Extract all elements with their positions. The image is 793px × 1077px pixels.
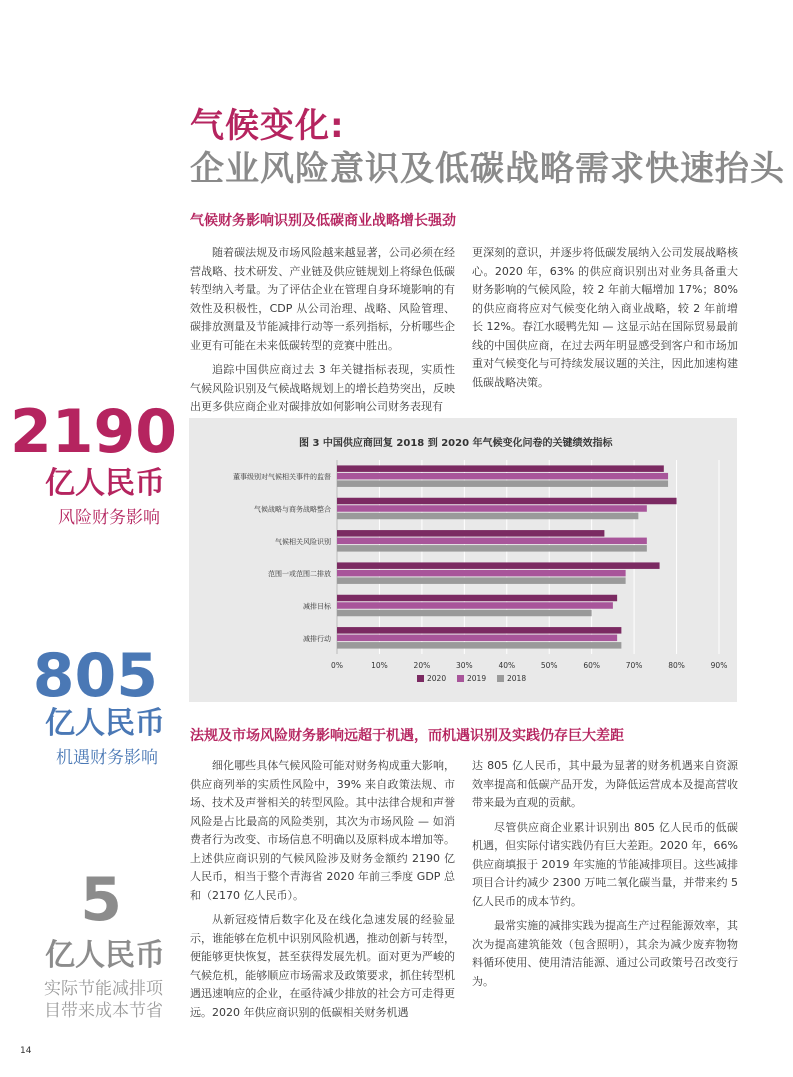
section2-heading: 法规及市场风险财务影响远超于机遇，而机遇识别及实践仍存巨大差距: [190, 728, 624, 744]
x-tick-label: 60%: [583, 661, 601, 670]
paragraph: 追踪中国供应商过去 3 年关键指标表现，实质性气候风险识别及气候战略规划上的增长趋势突出，反映出更多供应商企业对碳排放如何影响公司财务表现有: [190, 363, 455, 413]
section1-col2: [472, 244, 738, 398]
stat-description: 机遇财务影响: [56, 748, 158, 768]
x-tick-label: 90%: [710, 661, 728, 670]
bar: [337, 480, 668, 487]
bar: [337, 465, 664, 472]
stat-number: 5: [80, 865, 122, 935]
legend-label: 2019: [467, 674, 487, 683]
bar: [337, 498, 677, 505]
bar: [337, 570, 626, 577]
section1-col1: [190, 244, 455, 423]
stat-number: 805: [32, 641, 158, 711]
bar: [337, 538, 647, 545]
stat-unit: 亿人民币: [45, 938, 165, 973]
figure-chart: [189, 418, 737, 702]
x-tick-label: 40%: [498, 661, 516, 670]
paragraph: 细化哪些具体气候风险可能对财务构成重大影响，供应商列举的实质性风险中，39% 来自政策法规、市场、技术及声誉相关的转型风险。其中法律合规和声誉风险是占比最高的风险类别，其次为市场风险 — 如消费者行为改变、市场信息不明确以及原料成本增加等。上述供应商识别的气候风险涉及财务金额约 2190 亿人民币，相当于整个青海省 2020 年前三季度 GDP 总和（2170 亿人民币）。: [190, 759, 455, 902]
section2-col1: [190, 757, 455, 1028]
paragraph: 尽管供应商企业累计识别出 805 亿人民币的低碳机遇，但实际付诸实践仍有巨大差距。2020 年，66% 供应商填报于 2019 年实施的节能减排项目。这些减排项目合计约减少 2300 万吨二氧化碳当量，并带来约 5 亿人民币的成本节约。: [472, 820, 738, 908]
bar-chart: [189, 418, 737, 702]
bar: [337, 513, 638, 520]
legend-swatch: [457, 675, 464, 682]
x-tick-label: 50%: [540, 661, 558, 670]
paragraph: 最常实施的减排实践为提高生产过程能源效率，其次为提高建筑能效（包含照明），其余为减少废弃物物料循环使用、使用清洁能源、通过公司政策号召改变行为。: [472, 919, 738, 988]
x-tick-label: 30%: [455, 661, 473, 670]
paragraph: 从新冠疫情后数字化及在线化急速发展的经验显示，谁能够在危机中识别风险机遇，推动创新与转型，便能够更快恢复，甚至获得发展先机。面对更为严峻的气候危机，能够顺应市场需求及政策要求，抓住转型机遇迅速响应的企业，在亟待减少排放的社会方可走得更远。2020 年供应商识别的低碳相关财务机遇: [190, 913, 455, 1019]
legend-swatch: [417, 675, 424, 682]
page-title-line2: 企业风险意识及低碳战略需求快速抬头: [190, 149, 785, 189]
category-label: 董事级别对气候相关事件的监督: [233, 473, 331, 482]
stat-description-line: 实际节能减排项: [44, 979, 163, 999]
bar: [337, 602, 613, 609]
x-tick-label: 80%: [668, 661, 685, 670]
section1-heading: 气候财务影响识别及低碳商业战略增长强劲: [190, 213, 456, 229]
bar: [337, 473, 668, 480]
stat-number: 2190: [10, 397, 177, 467]
stat-unit: 亿人民币: [45, 706, 165, 741]
paragraph: 更深刻的意识，并逐步将低碳发展纳入公司发展战略核心。2020 年，63% 的供应商识别出对业务具备重大财务影响的气候风险，较 2 年前大幅增加 17%；80% 的供应商将应对气候变化纳入商业战略，较 2 年前增长 12%。春江水暖鸭先知 — 这显示站在国际贸易最前线的中国供应商，在过去两年明显感受到客户和市场加重对气候变化与可持续发展议题的关注，因此加速构建低碳战略决策。: [472, 246, 738, 389]
stat-description: 风险财务影响: [58, 508, 160, 528]
bar: [337, 530, 604, 537]
paragraph: 达 805 亿人民币，其中最为显著的财务机遇来自资源效率提高和低碳产品开发，为降低运营成本及提高营收带来最为直观的贡献。: [472, 759, 738, 809]
x-tick-label: 20%: [413, 661, 431, 670]
bar: [337, 610, 592, 617]
page-title-line1: 气候变化:: [190, 106, 345, 146]
x-tick-label: 70%: [625, 661, 643, 670]
category-label: 气候战略与商务战略整合: [254, 505, 331, 514]
bar: [337, 595, 617, 602]
bar: [337, 627, 621, 634]
bar: [337, 635, 617, 642]
legend-label: 2018: [507, 674, 527, 683]
chart-title: 图 3 中国供应商回复 2018 到 2020 年气候变化问卷的关键绩效指标: [299, 438, 613, 449]
legend-swatch: [497, 675, 504, 682]
category-label: 范围一或范围二排放: [268, 570, 331, 579]
stat-description-line: 目带来成本节省: [44, 1001, 163, 1021]
stat-unit: 亿人民币: [45, 466, 165, 501]
category-label: 减排行动: [303, 634, 331, 643]
bar: [337, 577, 626, 584]
stat-description: [10, 978, 163, 1022]
bar: [337, 545, 647, 552]
bar: [337, 505, 647, 512]
category-label: 减排目标: [303, 602, 331, 611]
section2-col2: [472, 757, 738, 997]
page-number: 14: [20, 1046, 32, 1056]
x-tick-label: 0%: [331, 661, 343, 670]
legend-label: 2020: [427, 674, 447, 683]
x-tick-label: 10%: [371, 661, 388, 670]
category-label: 气候相关风险识别: [275, 537, 331, 546]
paragraph: 随着碳法规及市场风险越来越显著，公司必须在经营战略、技术研发、产业链及供应链规划上将绿色低碳转型纳入考量。为了评估企业在管理自身环境影响的有效性及积极性，CDP 从公司治理、战略、风险管理、碳排放测量及节能减排行动等一系列指标，分析哪些企业更有可能在未来低碳转型的竞赛中胜出。: [190, 246, 455, 352]
bar: [337, 642, 621, 649]
bar: [337, 562, 660, 569]
